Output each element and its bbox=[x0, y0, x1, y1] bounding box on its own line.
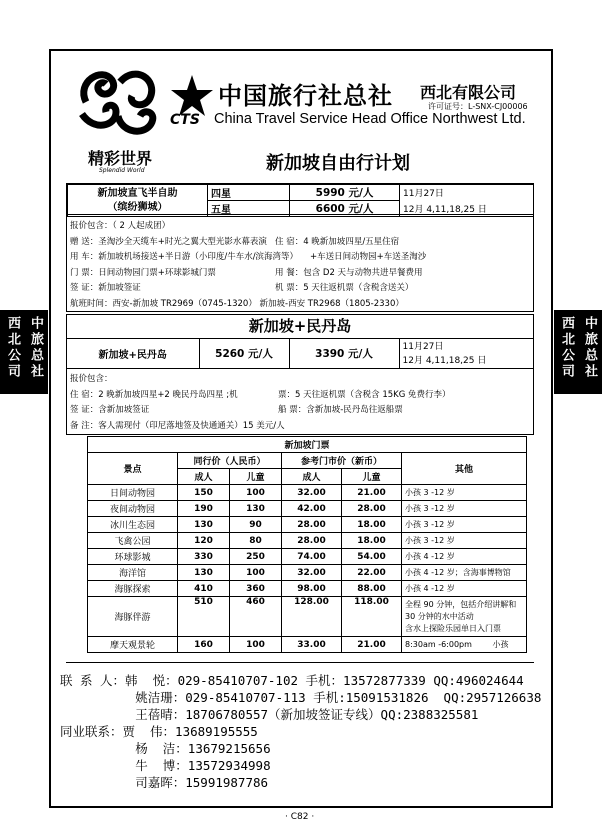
contact-line: 联 系 人：韩 悦：029-85410707-102 手机：13572877339 QQ:496024644 bbox=[60, 673, 524, 688]
ticket-spot: 夜间动物园 bbox=[88, 501, 178, 517]
ticket-ref-adult: 42.00 bbox=[282, 501, 342, 517]
ticket-peer-adult: 130 bbox=[178, 517, 230, 533]
contact-line: 同业联系：贾 伟：13689195555 bbox=[60, 724, 258, 739]
include-item: +车送日间动物园+车送圣淘沙 bbox=[310, 252, 427, 262]
page-number: · C82 · bbox=[285, 812, 315, 822]
package2-date1: 11月27日 bbox=[402, 341, 444, 352]
sidebar-label-2: 西北公司 bbox=[5, 316, 20, 380]
ticket-ref-child: 18.00 bbox=[342, 517, 402, 533]
ticket-price-table bbox=[87, 436, 527, 653]
sidebar-label-2: 西北公司 bbox=[559, 316, 574, 380]
ticket-ref-adult: 33.00 bbox=[282, 637, 342, 653]
sidebar-right bbox=[554, 310, 602, 394]
ticket-peer-child: 460 bbox=[230, 597, 282, 637]
include-item: 船 票：含新加坡-民丹岛往返船票 bbox=[278, 405, 403, 415]
package2-title: 新加坡+民丹岛 bbox=[66, 314, 534, 339]
ticket-other bbox=[402, 637, 527, 653]
col-header-peer: 同行价（人民币） bbox=[178, 453, 282, 469]
table-row bbox=[88, 517, 527, 533]
ticket-ref-adult: 28.00 bbox=[282, 517, 342, 533]
package2-date2: 12月 4,11,18,25 日 bbox=[402, 355, 487, 366]
table-row bbox=[88, 501, 527, 517]
package2-price-a: 5260 元/人 bbox=[199, 339, 289, 368]
col-header-ref: 参考门市价（新币） bbox=[282, 453, 402, 469]
ticket-other: 小孩 3 -12 岁 bbox=[402, 533, 527, 549]
contact-line: 杨 洁：13679215656 bbox=[60, 741, 271, 756]
col-header-spot: 景点 bbox=[88, 453, 178, 485]
table-row bbox=[88, 485, 527, 501]
ticket-peer-adult: 410 bbox=[178, 581, 230, 597]
ticket-table-title: 新加坡门票 bbox=[88, 437, 527, 453]
col-header-adult: 成人 bbox=[282, 469, 342, 485]
ticket-ref-child: 21.00 bbox=[342, 485, 402, 501]
package1-star5: 五星 bbox=[208, 201, 290, 217]
flight-times: 航班时间：西安-新加坡 TR2969（0745-1320） 新加坡-西安 TR2968（1805-2330） bbox=[70, 298, 404, 309]
ticket-ref-child: 118.00 bbox=[342, 597, 402, 637]
contact-line: 司嘉晖：15991987786 bbox=[60, 775, 269, 790]
wheel-note: 小孩 bbox=[492, 640, 509, 649]
col-header-adult: 成人 bbox=[178, 469, 230, 485]
package2-includes bbox=[70, 372, 451, 434]
table-row bbox=[88, 533, 527, 549]
ticket-peer-child: 360 bbox=[230, 581, 282, 597]
ticket-peer-adult: 510 bbox=[178, 597, 230, 637]
company-cn-sub: 西北有限公司 bbox=[420, 83, 517, 102]
ticket-ref-adult: 32.00 bbox=[282, 485, 342, 501]
table-row bbox=[88, 581, 527, 597]
ticket-spot: 环球影城 bbox=[88, 549, 178, 565]
include-item: 用 车：新加坡机场接送+半日游（小印度/牛车水/滨海湾等） bbox=[70, 252, 299, 262]
ticket-peer-adult: 190 bbox=[178, 501, 230, 517]
ticket-other bbox=[402, 597, 527, 637]
ticket-peer-child: 100 bbox=[230, 485, 282, 501]
wheel-hours: 8:30am -6:00pm bbox=[405, 640, 472, 649]
contact-line: 牛 博：13572934998 bbox=[60, 758, 271, 773]
company-en-title: China Travel Service Head Office Northwest Ltd. bbox=[214, 111, 526, 127]
sidebar-label-1: 中旅总社 bbox=[28, 316, 43, 380]
dolphin-note-2: 30 分钟的水中活动 bbox=[405, 611, 474, 621]
contact-line: 王蓓晴：18706780557（新加坡签证专线）QQ:2388325581 bbox=[60, 707, 479, 722]
package2-price-b: 3390 元/人 bbox=[289, 339, 399, 368]
ticket-spot: 冰川生态园 bbox=[88, 517, 178, 533]
include-item: 报价包含：（ 2 人起成团） bbox=[70, 221, 171, 231]
package1-name-line1: 新加坡直飞半自助 bbox=[97, 187, 178, 199]
package2-name: 新加坡+民丹岛 bbox=[67, 339, 199, 368]
sidebar-label-1: 中旅总社 bbox=[582, 316, 597, 380]
ticket-peer-child: 80 bbox=[230, 533, 282, 549]
ticket-spot: 海洋馆 bbox=[88, 565, 178, 581]
ticket-spot: 日间动物园 bbox=[88, 485, 178, 501]
ticket-ref-child: 28.00 bbox=[342, 501, 402, 517]
ticket-spot: 飞禽公园 bbox=[88, 533, 178, 549]
ticket-ref-child: 21.00 bbox=[342, 637, 402, 653]
ticket-peer-child: 100 bbox=[230, 565, 282, 581]
ticket-ref-child: 22.00 bbox=[342, 565, 402, 581]
ticket-peer-child: 90 bbox=[230, 517, 282, 533]
col-header-other: 其他 bbox=[402, 453, 527, 485]
cts-text: CTS bbox=[170, 112, 200, 128]
include-item: 门 票：日间动物园门票+环球影城门票 bbox=[70, 267, 216, 278]
company-cn-title: 中国旅行社总社 bbox=[218, 81, 393, 110]
ticket-ref-adult: 32.00 bbox=[282, 565, 342, 581]
include-item: 赠 送：圣淘沙全天缆车+时光之翼大型光影水幕表演 bbox=[70, 236, 267, 247]
dolphin-note-3: 含水上探险乐园单日入门票 bbox=[405, 623, 501, 633]
package1-name bbox=[68, 185, 208, 217]
col-header-child: 儿童 bbox=[230, 469, 282, 485]
table-row bbox=[88, 549, 527, 565]
include-item: 用 餐：包含 D2 天与动物共进早餐费用 bbox=[275, 267, 423, 278]
table-row bbox=[88, 565, 527, 581]
contact-line: 姚洁珊：029-85410707-113 手机:15091531826 QQ:2957126638 bbox=[60, 690, 542, 705]
brand-en: Splendid World bbox=[99, 167, 145, 174]
table-row bbox=[88, 597, 527, 637]
ticket-other: 小孩 3 -12 岁 bbox=[402, 501, 527, 517]
divider bbox=[66, 662, 534, 663]
include-item: 签 证：新加坡签证 bbox=[70, 283, 141, 293]
ticket-peer-adult: 150 bbox=[178, 485, 230, 501]
ticket-ref-child: 54.00 bbox=[342, 549, 402, 565]
license-number: 许可证号：L-SNX-CJ00006 bbox=[428, 102, 528, 111]
include-item: 住 宿：4 晚新加坡四星/五星住宿 bbox=[275, 236, 400, 247]
page-headline: 新加坡自由行计划 bbox=[266, 153, 410, 174]
include-item: 机 票：5 天往返机票（含税含送关） bbox=[275, 283, 414, 293]
ticket-peer-adult: 330 bbox=[178, 549, 230, 565]
package1-star4: 四星 bbox=[208, 185, 290, 201]
ticket-ref-child: 18.00 bbox=[342, 533, 402, 549]
package1-price4: 5990 元/人 bbox=[290, 185, 400, 201]
brand-cn: 精彩世界 bbox=[88, 149, 153, 168]
ticket-peer-adult: 130 bbox=[178, 565, 230, 581]
ticket-spot: 摩天观景轮 bbox=[88, 637, 178, 653]
ticket-ref-adult: 128.00 bbox=[282, 597, 342, 637]
ticket-ref-adult: 28.00 bbox=[282, 533, 342, 549]
ticket-peer-adult: 160 bbox=[178, 637, 230, 653]
ticket-other: 小孩 4 -12 岁 bbox=[402, 549, 527, 565]
include-item: 签 证：含新加坡签证 bbox=[70, 405, 150, 415]
package1-price5: 6600 元/人 bbox=[290, 201, 400, 217]
package1-includes bbox=[70, 219, 426, 312]
contacts bbox=[60, 672, 541, 791]
sidebar-left bbox=[0, 310, 48, 394]
include-item: 票：5 天往返机票（含税含 15KG 免费行李） bbox=[278, 389, 451, 400]
package1-date2: 12月 4,11,18,25 日 bbox=[400, 201, 534, 217]
package2-dates bbox=[399, 339, 533, 368]
ticket-other: 小孩 4 -12 岁；含海事博物馆 bbox=[402, 565, 527, 581]
package2-price-box bbox=[66, 339, 534, 369]
package1-price-box bbox=[66, 183, 534, 215]
ticket-ref-adult: 98.00 bbox=[282, 581, 342, 597]
ticket-other: 小孩 3 -12 岁 bbox=[402, 517, 527, 533]
ticket-peer-child: 100 bbox=[230, 637, 282, 653]
ticket-spot: 海豚探索 bbox=[88, 581, 178, 597]
ticket-other: 小孩 4 -12 岁 bbox=[402, 581, 527, 597]
include-item: 报价包含： bbox=[70, 374, 113, 384]
dolphin-note-1: 全程 90 分钟，包括介绍讲解和 bbox=[405, 599, 517, 609]
ticket-peer-child: 130 bbox=[230, 501, 282, 517]
package1-name-line2: （缤纷狮城） bbox=[107, 201, 168, 213]
ticket-spot: 海豚伴游 bbox=[88, 597, 178, 637]
ticket-ref-adult: 74.00 bbox=[282, 549, 342, 565]
ticket-other: 小孩 3 -12 岁 bbox=[402, 485, 527, 501]
col-header-child: 儿童 bbox=[342, 469, 402, 485]
ticket-peer-adult: 120 bbox=[178, 533, 230, 549]
ticket-peer-child: 250 bbox=[230, 549, 282, 565]
ticket-ref-child: 88.00 bbox=[342, 581, 402, 597]
table-row bbox=[88, 637, 527, 653]
include-item: 备 注：客人需现付（印尼落地签及快通通关）15 美元/人 bbox=[70, 420, 285, 431]
package1-date1: 11月27日 bbox=[400, 185, 534, 201]
include-item: 住 宿：2 晚新加坡四星+2 晚民丹岛四星 ;机 bbox=[70, 389, 238, 400]
